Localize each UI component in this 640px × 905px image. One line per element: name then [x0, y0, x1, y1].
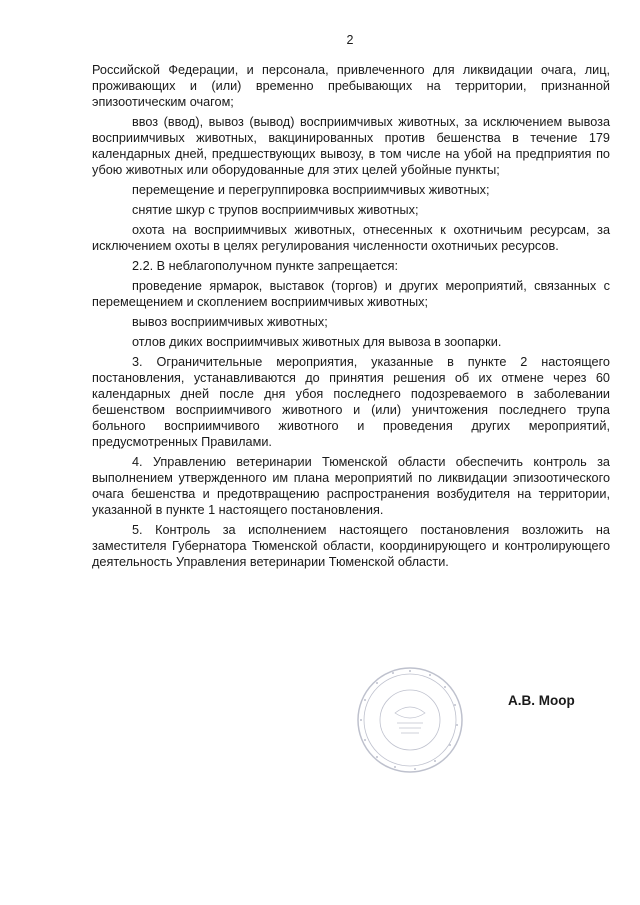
- paragraph-8: вывоз восприимчивых животных;: [132, 315, 328, 329]
- paragraph-7: проведение ярмарок, выставок (торгов) и других мероприятий, связанных с перемещением и скоплением восприимчивых животных;: [92, 279, 610, 309]
- paragraph-9: отлов диких восприимчивых животных для вывоза в зоопарки.: [132, 335, 502, 349]
- paragraph-1: Российской Федерации, и персонала, привлеченного для ликвидации очага, лиц, проживающих и (или) временно пребывающих на территории, признанной эпизоотическим очагом;: [92, 63, 610, 109]
- document-body: [92, 62, 610, 574]
- paragraph-5: охота на восприимчивых животных, отнесенных к охотничьим ресурсам, за исключением охоты в целях регулирования численности охотничьих ресурсов.: [92, 223, 610, 253]
- page-number: 2: [346, 33, 354, 47]
- paragraph-2: ввоз (ввод), вывоз (вывод) восприимчивых животных, за исключением вывоза восприимчивых животных, вакцинированных против бешенства в течение 179 календарных дней, предшествующих вывозу, в том числе на убой на предприятия по убою животных или оборудованные для этих целей убойные пункты;: [92, 115, 610, 177]
- paragraph-3: перемещение и перегруппировка восприимчивых животных;: [132, 183, 490, 197]
- paragraph-6: 2.2. В неблагополучном пункте запрещается:: [132, 259, 399, 273]
- official-seal-stamp: [355, 665, 465, 775]
- paragraph-10: 3. Ограничительные мероприятия, указанные в пункте 2 настоящего постановления, устанавливаются до принятия решения об их отмене через 60 календарных дней после дня убоя последнего подозреваемого в заболевании бешенством восприимчивого животного и (или) уничтожения последнего трупа больного восприимчивого животного и проведения других мероприятий, предусмотренных Правилами.: [92, 355, 610, 449]
- paragraph-4: снятие шкур с трупов восприимчивых животных;: [132, 203, 419, 217]
- paragraph-12: 5. Контроль за исполнением настоящего постановления возложить на заместителя Губернатора Тюменской области, координирующего и контролирующего деятельность Управления ветеринарии Тюменской области.: [92, 523, 610, 569]
- signature-name: А.В. Моор: [508, 693, 575, 708]
- paragraph-11: 4. Управлению ветеринарии Тюменской области обеспечить контроль за выполнением утвержденного им плана мероприятий по ликвидации эпизоотического очага бешенства и предотвращению распространения возбудителя на территории, указанной в пункте 1 настоящего постановления.: [92, 455, 610, 517]
